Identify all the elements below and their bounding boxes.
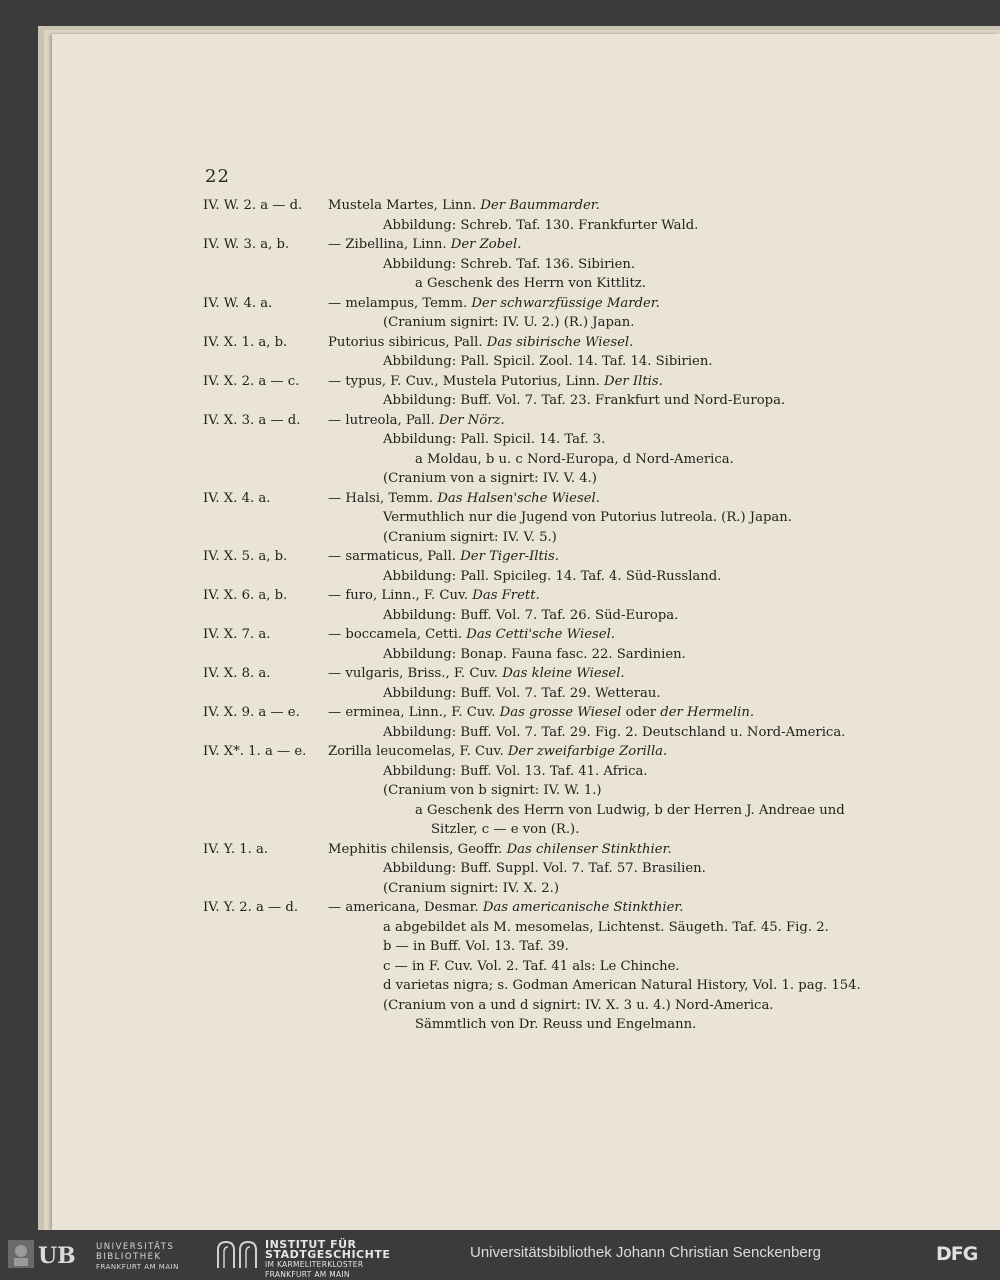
entry-id: IV. Y. 2. a — d. <box>203 900 299 915</box>
entry-detail: c — in F. Cuv. Vol. 2. Taf. 41 als: Le Chinche. <box>383 958 680 974</box>
species-name: — sarmaticus, Pall. <box>328 549 456 564</box>
entry-line <box>0 606 1000 626</box>
entry-detail: Abbildung: Schreb. Taf. 130. Frankfurter Wald. <box>383 217 699 233</box>
entry-name <box>328 372 663 392</box>
german-name: Der Nörz. <box>438 412 505 428</box>
species-name: — Zibellina, Linn. <box>328 237 447 252</box>
entry-name <box>328 235 521 255</box>
species-name: — furo, Linn., F. Cuv. <box>328 588 469 603</box>
entry-detail: Abbildung: Buff. Suppl. Vol. 7. Taf. 57. Brasilien. <box>383 861 706 876</box>
german-name: Das chilenser Stinkthier. <box>506 841 672 857</box>
entry-line <box>0 645 1000 665</box>
german-name: Das kleine Wiesel. <box>502 666 625 681</box>
entry-head <box>0 372 1000 392</box>
german-conjunction: oder <box>621 705 661 720</box>
entry-line <box>0 255 1000 275</box>
entry-id: IV. W. 3. a, b. <box>203 237 290 252</box>
ub-text <box>96 1242 179 1272</box>
entry-id: IV. X. 9. a — e. <box>203 705 300 720</box>
catalog-entry <box>0 898 1000 1035</box>
entry-name <box>328 625 615 645</box>
species-name: Mustela Martes, Linn. <box>328 198 477 213</box>
entry-detail: (Cranium von b signirt: IV. W. 1.) <box>383 783 602 798</box>
entry-line <box>0 976 1000 996</box>
entry-line <box>0 508 1000 528</box>
catalog-entry <box>0 294 1000 333</box>
entry-detail: Abbildung: Buff. Vol. 7. Taf. 29. Fig. 2. Deutschland u. Nord-America. <box>383 724 846 740</box>
entry-id: IV. Y. 1. a. <box>203 841 269 857</box>
entry-line <box>0 469 1000 489</box>
entry-id: IV. X. 2. a — c. <box>203 373 300 389</box>
species-name: — melampus, Temm. <box>328 295 468 311</box>
entry-detail: (Cranium signirt: IV. V. 5.) <box>383 529 557 545</box>
entry-detail: b — in Buff. Vol. 13. Taf. 39. <box>383 939 569 954</box>
entry-name <box>328 333 633 353</box>
catalog-entry <box>0 742 1000 840</box>
entry-line <box>0 879 1000 899</box>
entry-name <box>328 898 683 918</box>
entry-detail: Abbildung: Bonap. Fauna fasc. 22. Sardinien. <box>383 646 686 662</box>
german-name: Das americanische Stinkthier. <box>482 900 684 915</box>
isg-line-2: STADTGESCHICHTE <box>265 1248 391 1261</box>
entry-head <box>0 489 1000 509</box>
entry-line <box>0 274 1000 294</box>
entry-id: IV. X. 1. a, b. <box>203 334 288 350</box>
catalog-entry <box>0 703 1000 742</box>
entry-line <box>0 567 1000 587</box>
german-name: Das Halsen'sche Wiesel. <box>437 490 600 506</box>
entry-id: IV. X. 5. a, b. <box>203 549 288 564</box>
entry-id: IV. W. 2. a — d. <box>203 198 303 213</box>
entry-line <box>0 391 1000 411</box>
entry-name <box>328 586 540 606</box>
entry-name <box>328 840 672 860</box>
ub-line-3: FRANKFURT AM MAIN <box>96 1263 179 1271</box>
entry-id: IV. X. 8. a. <box>203 666 271 681</box>
species-name: — typus, F. Cuv., Mustela Putorius, Linn. <box>328 373 600 389</box>
entry-line <box>0 820 1000 840</box>
entry-detail: Abbildung: Buff. Vol. 13. Taf. 41. Africa. <box>383 763 648 779</box>
catalog-entries <box>0 196 1000 1035</box>
entry-detail: (Cranium von a und d signirt: IV. X. 3 u. 4.) Nord-America. <box>383 997 774 1013</box>
german-name: Der schwarzfüssige Marder. <box>471 295 660 311</box>
entry-detail: a abgebildet als M. mesomelas, Lichtenst. Säugeth. Taf. 45. Fig. 2. <box>383 919 829 935</box>
species-name: — lutreola, Pall. <box>328 412 435 428</box>
entry-head <box>0 586 1000 606</box>
entry-head <box>0 625 1000 645</box>
dfg-logo: DFG <box>936 1243 978 1265</box>
entry-line <box>0 801 1000 821</box>
footer-bar <box>0 1230 1000 1278</box>
species-name: — americana, Desmar. <box>328 900 479 915</box>
entry-name <box>328 294 660 314</box>
entry-name <box>328 489 600 509</box>
entry-line <box>0 781 1000 801</box>
german-name-alt: der Hermelin. <box>660 705 755 720</box>
german-name: Der Tiger-Iltis. <box>460 549 559 564</box>
isg-line-1: INSTITUT FÜR <box>265 1238 357 1251</box>
entry-id: IV. X. 3. a — d. <box>203 412 301 428</box>
entry-head <box>0 196 1000 216</box>
entry-line <box>0 762 1000 782</box>
entry-detail: Abbildung: Pall. Spicil. 14. Taf. 3. <box>383 432 606 447</box>
svg-text:UB: UB <box>38 1243 76 1268</box>
entry-detail: Abbildung: Buff. Vol. 7. Taf. 29. Wetterau. <box>383 685 661 701</box>
isg-line-4: FRANKFURT AM MAIN <box>265 1270 350 1279</box>
german-name: Das Cetti'sche Wiesel. <box>466 627 615 642</box>
entry-detail: d varietas nigra; s. Godman American Natural History, Vol. 1. pag. 154. <box>383 978 861 993</box>
page-number: 22 <box>205 166 230 187</box>
entry-line <box>0 450 1000 470</box>
species-name: — erminea, Linn., F. Cuv. <box>328 705 496 720</box>
entry-detail: Abbildung: Schreb. Taf. 136. Sibirien. <box>383 256 636 272</box>
entry-note: Sämmtlich von Dr. Reuss und Engelmann. <box>415 1017 697 1032</box>
entry-name <box>328 703 754 723</box>
entry-name <box>328 196 600 216</box>
entry-line <box>0 313 1000 333</box>
catalog-entry <box>0 411 1000 489</box>
entry-line <box>0 430 1000 450</box>
entry-head <box>0 294 1000 314</box>
entry-detail: Vermuthlich nur die Jugend von Putorius lutreola. (R.) Japan. <box>383 510 792 525</box>
entry-head <box>0 547 1000 567</box>
entry-head <box>0 664 1000 684</box>
species-name: Zorilla leucomelas, F. Cuv. <box>328 744 504 759</box>
entry-id: IV. X. 7. a. <box>203 627 271 642</box>
entry-head <box>0 411 1000 431</box>
german-name: Der zweifarbige Zorilla. <box>507 744 668 759</box>
entry-head <box>0 333 1000 353</box>
entry-detail: Abbildung: Buff. Vol. 7. Taf. 26. Süd-Europa. <box>383 607 679 623</box>
isg-text <box>265 1240 390 1280</box>
entry-id: IV. X. 4. a. <box>203 490 271 506</box>
entry-head <box>0 840 1000 860</box>
german-name: Der Baummarder. <box>480 198 600 213</box>
catalog-entry <box>0 586 1000 625</box>
entry-name <box>328 742 667 762</box>
catalog-entry <box>0 547 1000 586</box>
species-name: — vulgaris, Briss., F. Cuv. <box>328 666 498 681</box>
german-name: Das grosse Wiesel <box>499 705 622 720</box>
ub-logo-icon <box>8 1240 92 1268</box>
entry-line <box>0 723 1000 743</box>
catalog-entry <box>0 625 1000 664</box>
german-name: Der Zobel. <box>450 237 522 252</box>
entry-line <box>0 352 1000 372</box>
entry-line <box>0 216 1000 236</box>
entry-head <box>0 742 1000 762</box>
entry-detail: (Cranium von a signirt: IV. V. 4.) <box>383 471 597 486</box>
ub-line-2: BIBLIOTHEK <box>96 1252 162 1262</box>
entry-line <box>0 996 1000 1016</box>
entry-line <box>0 918 1000 938</box>
species-name: — Halsi, Temm. <box>328 490 434 506</box>
entry-note-cont: Sitzler, c — e von (R.). <box>431 822 580 837</box>
entry-note: a Moldau, b u. c Nord-Europa, d Nord-America. <box>415 451 734 467</box>
entry-detail: (Cranium signirt: IV. U. 2.) (R.) Japan. <box>383 315 635 330</box>
catalog-entry <box>0 196 1000 235</box>
entry-detail: Abbildung: Pall. Spicileg. 14. Taf. 4. Süd-Russland. <box>383 568 722 584</box>
entry-line <box>0 859 1000 879</box>
entry-line <box>0 528 1000 548</box>
ub-line-1: UNIVERSITÄTS <box>96 1242 175 1252</box>
entry-name <box>328 411 505 431</box>
entry-id: IV. X*. 1. a — e. <box>203 744 307 759</box>
catalog-entry <box>0 840 1000 899</box>
isg-line-3: IM KARMELITERKLOSTER <box>265 1260 364 1269</box>
catalog-entry <box>0 235 1000 294</box>
entry-head <box>0 898 1000 918</box>
german-name: Das sibirische Wiesel. <box>486 334 634 350</box>
catalog-entry <box>0 489 1000 548</box>
species-name: — boccamela, Cetti. <box>328 627 463 642</box>
entry-name <box>328 664 625 684</box>
entry-note: a Geschenk des Herrn von Kittlitz. <box>415 276 646 291</box>
catalog-entry <box>0 333 1000 372</box>
species-name: Mephitis chilensis, Geoffr. <box>328 841 503 857</box>
entry-detail: (Cranium signirt: IV. X. 2.) <box>383 880 559 896</box>
entry-id: IV. W. 4. a. <box>203 295 273 311</box>
entry-line <box>0 1015 1000 1035</box>
catalog-entry <box>0 372 1000 411</box>
entry-head <box>0 235 1000 255</box>
entry-head <box>0 703 1000 723</box>
german-name: Das Frett. <box>472 588 540 603</box>
entry-line <box>0 937 1000 957</box>
species-name: Putorius sibiricus, Pall. <box>328 334 483 350</box>
footer-library-name: Universitätsbibliothek Johann Christian Senckenberg <box>470 1244 822 1261</box>
entry-line <box>0 957 1000 977</box>
isg-logo-icon <box>214 1238 260 1270</box>
german-name: Der Iltis. <box>604 373 663 389</box>
entry-detail: Abbildung: Buff. Vol. 7. Taf. 23. Frankfurt und Nord-Europa. <box>383 393 786 408</box>
entry-detail: Abbildung: Pall. Spicil. Zool. 14. Taf. 14. Sibirien. <box>383 354 713 369</box>
entry-id: IV. X. 6. a, b. <box>203 588 288 603</box>
entry-name <box>328 547 559 567</box>
catalog-entry <box>0 664 1000 703</box>
entry-note: a Geschenk des Herrn von Ludwig, b der Herren J. Andreae und <box>415 802 845 818</box>
entry-line <box>0 684 1000 704</box>
